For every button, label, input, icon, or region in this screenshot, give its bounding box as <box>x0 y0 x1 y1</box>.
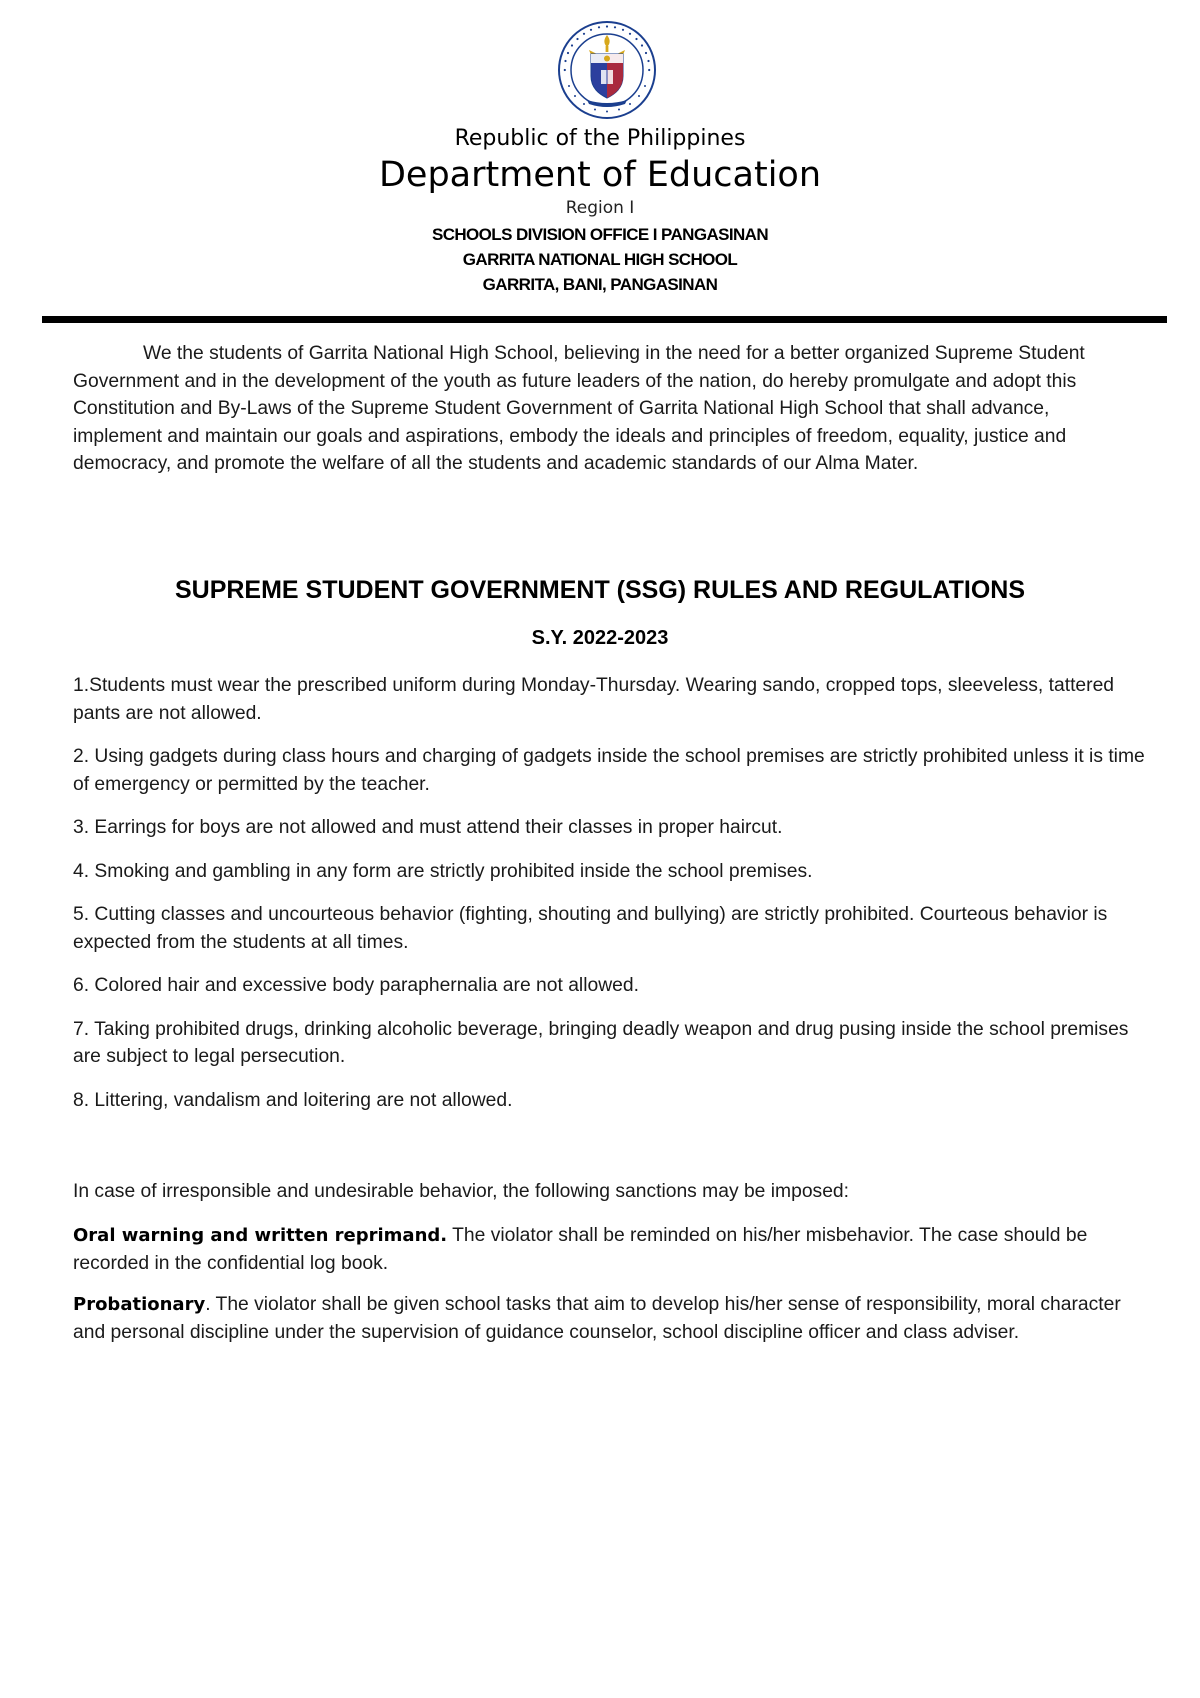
sanction-description: . The violator shall be given school tasks that aim to develop his/her sense of responsibility, moral character and personal discipline under the supervision of guidance counselor, school discipline officer and class adviser. <box>73 1294 1121 1343</box>
rule-item: 3. Earrings for boys are not allowed and must attend their classes in proper haircut. <box>73 817 783 838</box>
rule-item: 5. Cutting classes and uncourteous behavior (fighting, shouting and bullying) are strictly prohibited. Courteous behavior is expected from the students at all times. <box>73 904 1108 953</box>
header-division: SCHOOLS DIVISION OFFICE I PANGASINAN <box>431 225 769 244</box>
rule-item: 2. Using gadgets during class hours and charging of gadgets inside the school premises are strictly prohibited unless it is time of emergency or permitted by the teacher. <box>73 746 1145 795</box>
header-school-name: GARRITA NATIONAL HIGH SCHOOL <box>462 250 738 269</box>
rule-item: 8. Littering, vandalism and loitering are not allowed. <box>73 1089 513 1111</box>
sanction-description: The violator shall be reminded on his/her misbehavior. The case should be recorded in the confidential log book. <box>73 1225 1088 1274</box>
sanctions-intro: In case of irresponsible and undesirable behavior, the following sanctions may be imposed: <box>73 1181 849 1202</box>
preamble-paragraph: We the students of Garrita National High School, believing in the need for a better organized Supreme Student Government and in the development of the youth as future leaders of the nation, do hereby promulgate and adopt this Constitution and By-Laws of the Supreme Student Government of Garrita National High School that shall advance, implement and maintain our goals and aspirations, embody the ideals and principles of freedom, equality, justice and democracy, and promote the welfare of all the students and academic standards of our Alma Mater. <box>73 343 1085 474</box>
deped-seal-svg <box>557 20 657 120</box>
rule-item: 7. Taking prohibited drugs, drinking alcoholic beverage, bringing deadly weapon and drug pusing inside the school premises are subject to legal persecution. <box>73 1018 1129 1067</box>
header-divider <box>42 316 1167 323</box>
deped-seal-logo <box>557 20 657 120</box>
sanction-oral-warning <box>73 1222 1143 1277</box>
header-republic: Republic of the Philippines <box>454 126 746 151</box>
sanction-probationary <box>73 1291 1143 1346</box>
rule-item: 6. Colored hair and excessive body paraphernalia are not allowed. <box>73 975 639 996</box>
document-title: SUPREME STUDENT GOVERNMENT (SSG) RULES AND REGULATIONS <box>174 576 1026 604</box>
header-address: GARRITA, BANI, PANGASINAN <box>482 275 718 294</box>
header-region: Region I <box>565 198 635 218</box>
header-department: Department of Education <box>378 155 822 195</box>
sanction-term: Probationary <box>73 1294 206 1315</box>
sanction-term: Oral warning and written reprimand. <box>73 1225 448 1246</box>
rules-list <box>73 672 1153 1130</box>
school-year: S.Y. 2022-2023 <box>531 627 669 649</box>
rule-item: 1.Students must wear the prescribed uniform during Monday-Thursday. Wearing sando, cropped tops, sleeveless, tattered pants are not allowed. <box>73 675 1115 724</box>
rule-item: 4. Smoking and gambling in any form are strictly prohibited inside the school premises. <box>73 860 813 882</box>
